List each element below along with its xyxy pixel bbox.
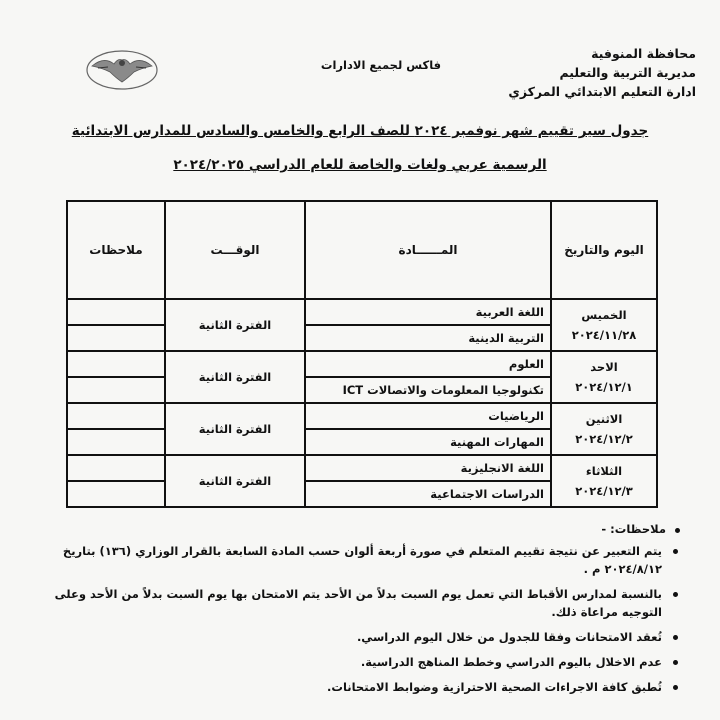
bullet-icon	[673, 592, 678, 597]
day-date-cell	[551, 299, 657, 351]
table-row	[67, 455, 657, 481]
notes-cell	[67, 403, 165, 429]
schedule-title-line2: الرسمية عربي ولغات والخاصة للعام الدراسي ٢٠٢٤/٢٠٢٥	[173, 157, 547, 173]
subject-cell: تكنولوجيا المعلومات والاتصالات ICT	[305, 377, 551, 403]
notes-cell	[67, 325, 165, 351]
table-row	[67, 299, 657, 325]
time-cell: الفترة الثانية	[165, 455, 305, 507]
subject-cell: العلوم	[305, 351, 551, 377]
org-line-administration: ادارة التعليم الابتدائي المركزي	[508, 84, 696, 99]
schedule-title-line1: جدول سير تقييم شهر نوفمبر ٢٠٢٤ للصف الرابع والخامس والسادس للمدارس الابتدائية	[71, 123, 649, 139]
bullet-icon	[673, 660, 678, 665]
header-subject: المــــــادة	[305, 201, 551, 299]
subject-cell: الرياضيات	[305, 403, 551, 429]
exam-schedule-table	[66, 200, 658, 508]
list-item	[40, 678, 680, 696]
notes-cell	[67, 481, 165, 507]
subject-cell: اللغة الانجليزية	[305, 455, 551, 481]
bullet-icon	[673, 685, 678, 690]
exam-date: ٢٠٢٤/١١/٢٨	[571, 328, 637, 342]
bullet-icon	[675, 528, 680, 533]
time-cell: الفترة الثانية	[165, 351, 305, 403]
organization-header	[508, 44, 696, 101]
time-cell: الفترة الثانية	[165, 299, 305, 351]
day-name: الاثنين	[585, 412, 623, 426]
subject-cell: المهارات المهنية	[305, 429, 551, 455]
org-line-directorate: مديرية التربية والتعليم	[559, 65, 696, 80]
exam-date: ٢٠٢٤/١٢/١	[575, 380, 633, 394]
header-day-date: اليوم والتاريخ	[551, 201, 657, 299]
list-item	[40, 628, 680, 646]
notes-cell	[67, 351, 165, 377]
fax-note: فاكس لجميع الادارات	[320, 58, 442, 72]
notes-heading-text: ملاحظات: -	[601, 522, 666, 536]
subject-cell: اللغة العربية	[305, 299, 551, 325]
header-time: الوقـــت	[165, 201, 305, 299]
list-item	[40, 653, 680, 671]
notes-cell	[67, 455, 165, 481]
day-date-cell	[551, 351, 657, 403]
list-item	[40, 585, 680, 621]
bullet-icon	[673, 635, 678, 640]
note-text: بالنسبة لمدارس الأقباط التي تعمل يوم السبت بدلاً من الأحد يتم الامتحان بها يوم السبت بدلاً من الأحد وعلى التوجيه مراعاة ذلك.	[54, 587, 662, 619]
notes-section	[40, 522, 680, 703]
note-text: تُعقد الامتحانات وفقا للجدول من خلال اليوم الدراسي.	[356, 630, 662, 644]
notes-cell	[67, 299, 165, 325]
subject-cell: الدراسات الاجتماعية	[305, 481, 551, 507]
notes-list	[40, 542, 680, 696]
day-date-cell	[551, 455, 657, 507]
note-text: يتم التعبير عن نتيجة تقييم المتعلم في صورة أربعة ألوان حسب المادة السابعة بالقرار الوزاري (١٣٦) بتاريخ ٢٠٢٤/٨/١٢ م .	[62, 544, 662, 576]
notes-heading	[40, 522, 680, 536]
table-header-row	[67, 201, 657, 299]
table-row	[67, 403, 657, 429]
header-notes: ملاحظات	[67, 201, 165, 299]
day-date-cell	[551, 403, 657, 455]
day-name: الخميس	[581, 308, 627, 322]
org-line-governorate: محافظة المنوفية	[591, 46, 696, 61]
exam-date: ٢٠٢٤/١٢/٢	[575, 432, 633, 446]
notes-cell	[67, 377, 165, 403]
eagle-emblem-icon	[84, 48, 160, 92]
list-item	[40, 542, 680, 578]
table-row	[67, 351, 657, 377]
subject-cell: التربية الدينية	[305, 325, 551, 351]
note-text: تُطبق كافة الاجراءات الصحية الاحترازية وضوابط الامتحانات.	[327, 680, 662, 694]
exam-date: ٢٠٢٤/١٢/٣	[575, 484, 633, 498]
bullet-icon	[673, 549, 678, 554]
time-cell: الفترة الثانية	[165, 403, 305, 455]
notes-cell	[67, 429, 165, 455]
day-name: الاحد	[590, 360, 618, 374]
note-text: عدم الاخلال باليوم الدراسي وخطط المناهج الدراسية.	[360, 655, 662, 669]
day-name: الثلاثاء	[585, 464, 623, 478]
